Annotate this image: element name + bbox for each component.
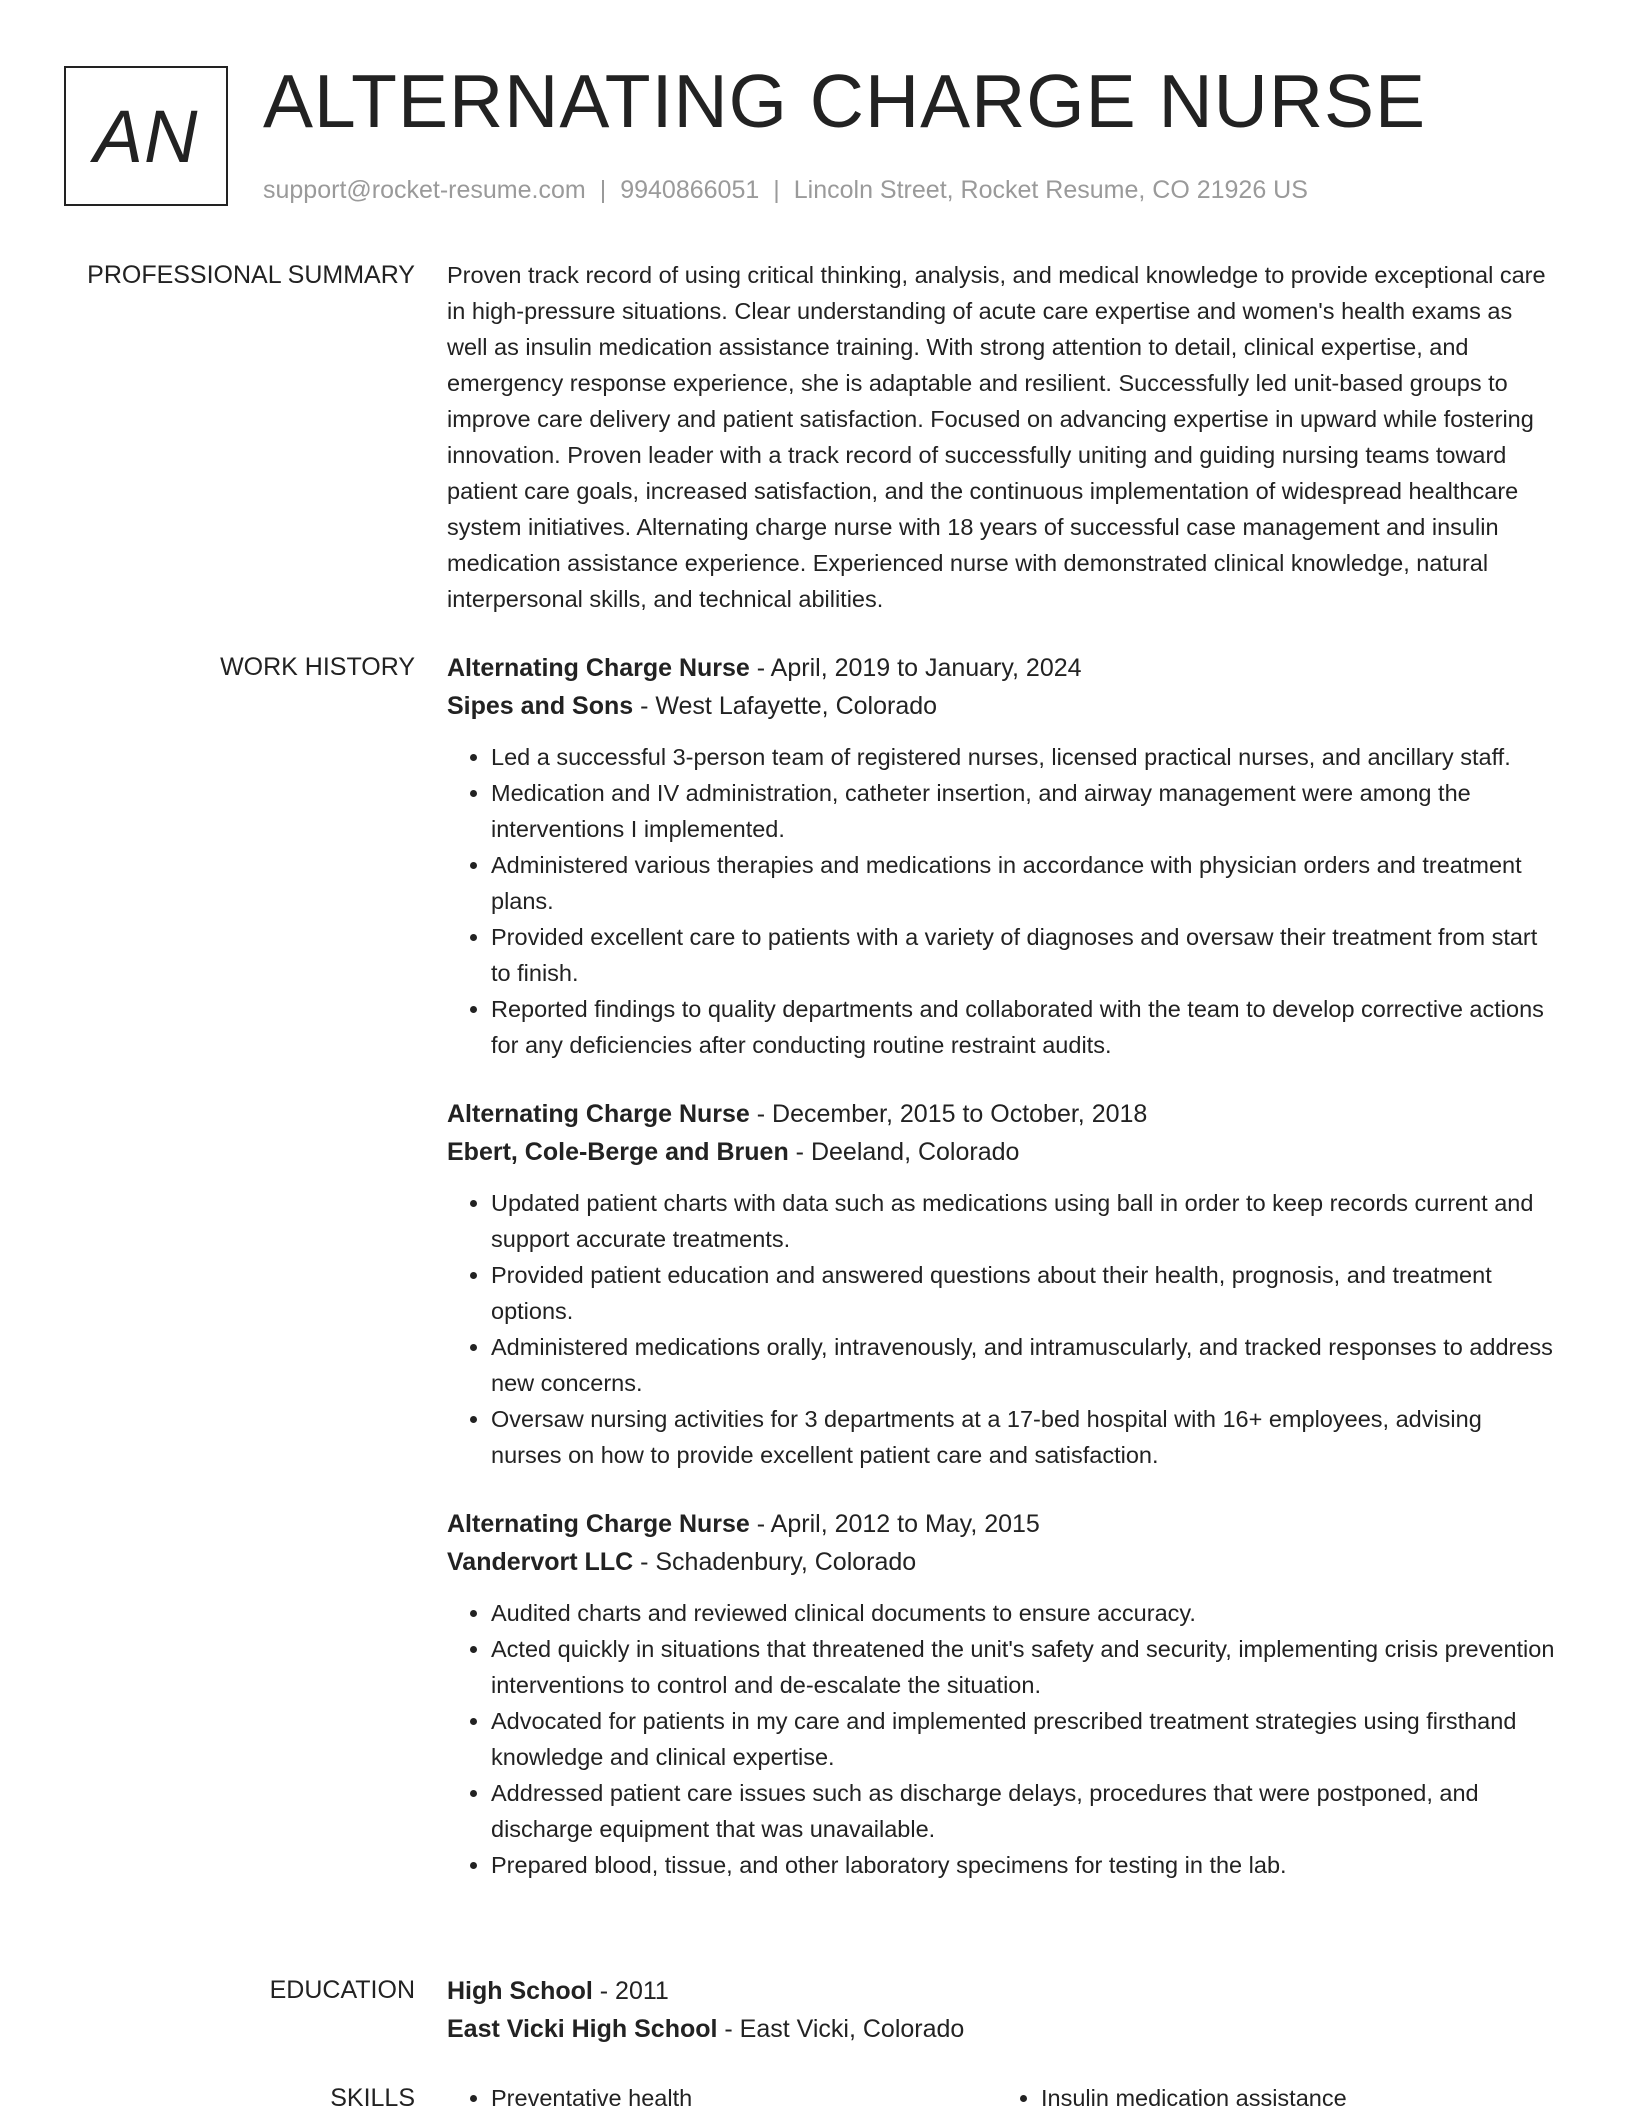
job-bullet: • Medication and IV administration, catheter insertion, and airway management were among the interventions I implemented. [491,775,1557,847]
job-bullets [447,1185,1557,1473]
job-bullet: • Oversaw nursing activities for 3 departments at a 17-bed hospital with 16+ employees, advising nurses on how to provide excellent patient care and satisfaction. [491,1401,1557,1473]
job-bullet: • Reported findings to quality departments and collaborated with the team to develop corrective actions for any deficiencies after conducting routine restraint audits. [491,991,1557,1063]
job-title: Alternating Charge Nurse [447,1100,750,1128]
job-bullet: • Audited charts and reviewed clinical documents to ensure accuracy. [491,1595,1557,1631]
contact-line [263,176,1308,205]
monogram: AN [64,66,228,206]
skills-column-right [997,2080,1547,2116]
education-degree: High School [447,1977,593,2005]
job-title: Alternating Charge Nurse [447,654,750,682]
job-dates: - April, 2012 to May, 2015 [749,1510,1040,1538]
job-company-line [447,687,1557,725]
education-degree-line [447,1972,1557,2010]
skills-column-left [447,2080,997,2116]
education-school: East Vicki High School [447,2015,718,2043]
job-title-line [447,1095,1557,1133]
job-bullet: • Addressed patient care issues such as discharge delays, procedures that were postponed, and discharge equipment that was unavailable. [491,1775,1557,1847]
job-bullet: • Led a successful 3-person team of registered nurses, licensed practical nurses, and ancillary staff. [491,739,1557,775]
summary-text: Proven track record of using critical thinking, analysis, and medical knowledge to provide exceptional care in high-pressure situations. Clear understanding of acute care expertise and women's health exams as well as insulin medication assistance training. With strong attention to detail, clinical expertise, and emergency response experience, she is adaptable and resilient. Successfully led unit-based groups to improve care delivery and patient satisfaction. Focused on advancing expertise in upward while fostering innovation. Proven leader with a track record of successfully uniting and guiding nursing teams toward patient care goals, increased satisfaction, and the continuous implementation of widespread healthcare system initiatives. Alternating charge nurse with 18 years of successful case management and insulin medication assistance experience. Experienced nurse with demonstrated clinical knowledge, natural interpersonal skills, and technical abilities. [447,262,1546,612]
job-location: - Deeland, Colorado [788,1138,1020,1166]
contact-address: Lincoln Street, Rocket Resume, CO 21926 US [793,176,1308,204]
contact-separator: | [773,176,780,204]
skills-body [447,2080,1557,2116]
job-company-line [447,1543,1557,1581]
contact-email[interactable]: support@rocket-resume.com [263,176,586,204]
skill-item: • Preventative health [491,2080,997,2116]
skills-grid [447,2080,1557,2116]
job-title: Alternating Charge Nurse [447,1510,750,1538]
education-year: - 2011 [592,1977,669,2005]
job-entry [447,1505,1557,1883]
contact-separator: | [599,176,607,204]
job-location: - West Lafayette, Colorado [633,692,938,720]
job-title-line [447,1505,1557,1543]
section-label-education: EDUCATION [269,1976,415,2004]
job-location: - Schadenbury, Colorado [633,1548,917,1576]
job-bullets [447,739,1557,1063]
job-bullet: • Updated patient charts with data such as medications using ball in order to keep records current and support accurate treatments. [491,1185,1557,1257]
page-title: ALTERNATING CHARGE NURSE [263,59,1427,143]
job-dates: - December, 2015 to October, 2018 [749,1100,1148,1128]
section-label-work-history: WORK HISTORY [220,653,415,681]
section-label-skills: SKILLS [330,2084,415,2112]
education-location: - East Vicki, Colorado [717,2015,965,2043]
job-bullets [447,1595,1557,1883]
job-entry [447,1095,1557,1473]
job-company: Sipes and Sons [447,692,634,720]
job-entry [447,649,1557,1063]
job-bullet: • Acted quickly in situations that threatened the unit's safety and security, implementing crisis prevention interventions to control and de-escalate the situation. [491,1631,1557,1703]
summary-body [447,257,1557,617]
job-bullet: • Administered medications orally, intravenously, and intramuscularly, and tracked responses to address new concerns. [491,1329,1557,1401]
job-company: Ebert, Cole-Berge and Bruen [447,1138,789,1166]
education-school-line [447,2010,1557,2048]
job-company-line [447,1133,1557,1171]
work-history-body [447,649,1557,1883]
section-label-summary: PROFESSIONAL SUMMARY [87,261,415,289]
job-title-line [447,649,1557,687]
skill-item: • Insulin medication assistance [1041,2080,1547,2116]
education-body [447,1972,1557,2048]
job-bullet: • Provided excellent care to patients with a variety of diagnoses and oversaw their treatment from start to finish. [491,919,1557,991]
contact-phone[interactable]: 9940866051 [620,176,760,204]
job-dates: - April, 2019 to January, 2024 [749,654,1082,682]
job-bullet: • Advocated for patients in my care and implemented prescribed treatment strategies using firsthand knowledge and clinical expertise. [491,1703,1557,1775]
job-bullet: • Prepared blood, tissue, and other laboratory specimens for testing in the lab. [491,1847,1557,1883]
job-company: Vandervort LLC [447,1548,634,1576]
job-bullet: • Provided patient education and answered questions about their health, prognosis, and treatment options. [491,1257,1557,1329]
job-bullet: • Administered various therapies and medications in accordance with physician orders and treatment plans. [491,847,1557,919]
